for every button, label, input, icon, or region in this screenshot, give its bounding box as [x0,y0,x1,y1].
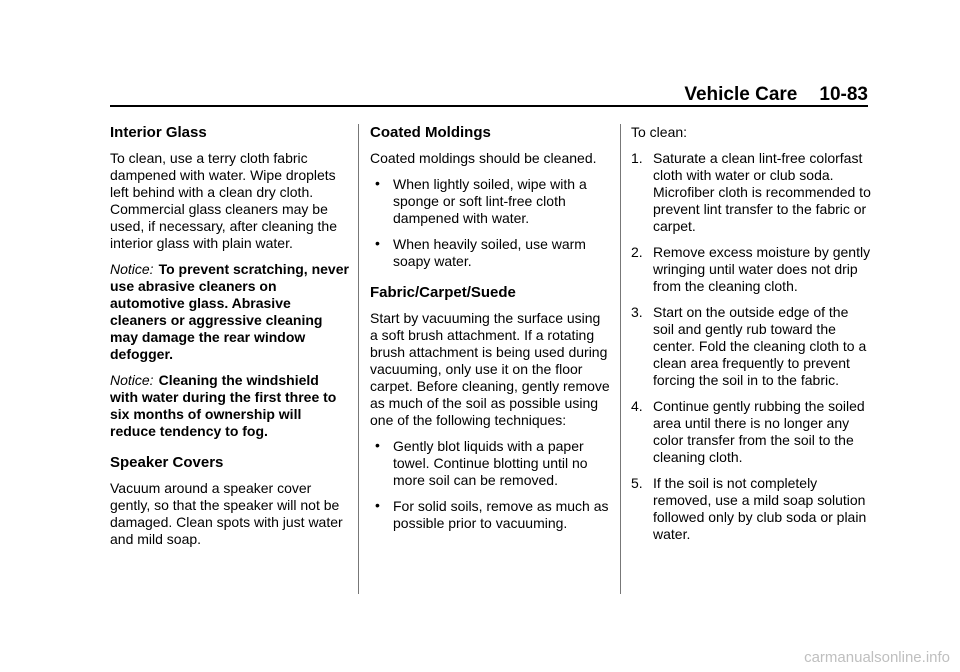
notice-windshield [110,372,350,440]
list-item [370,236,610,270]
bullet-icon: • [375,497,380,513]
list-item-text: When heavily soiled, use warm soapy water. [393,236,586,269]
column-divider-1 [358,124,359,594]
paragraph-coated-moldings: Coated moldings should be cleaned. [370,150,597,166]
heading-interior-glass: Interior Glass [110,124,207,141]
column-2 [370,124,610,541]
paragraph-fabric: Start by vacuuming the surface using a soft brush attachment. If a rotating brush attachment is being used during vacuuming, only use it on the floor carpet. Before cleaning, gently remove as much of the soil as possible using one of the following techniques: [370,310,610,428]
paragraph-interior-glass: To clean, use a terry cloth fabric dampened with water. Wipe droplets left behind with a clean dry cloth. Commercial glass cleaners may be used, if necessary, after cleaning the interior glass with plain water. [110,150,337,251]
notice-text: To prevent scratching, never use abrasive cleaners on automotive glass. Abrasive cleaners or aggressive cleaning may damage the rear window defogger. [110,261,349,362]
notice-label: Notice: [110,261,154,277]
list-item-text: For solid soils, remove as much as possible prior to vacuuming. [393,498,609,531]
column-divider-2 [620,124,621,594]
list-item [370,498,610,532]
list-item-text: Gently blot liquids with a paper towel. Continue blotting until no more soil can be removed. [393,438,588,488]
list-item [370,438,610,489]
section-title: Vehicle Care [684,84,798,105]
list-item [631,398,871,466]
bullet-list-moldings [370,176,610,270]
notice-scratching [110,261,350,363]
step-text: If the soil is not completely removed, use a mild soap solution followed only by club soda or plain water. [653,475,867,542]
step-text: Remove excess moisture by gently wringing until water does not drip from the cleaning cloth. [653,244,871,294]
step-text: Start on the outside edge of the soil and gently rub toward the center. Fold the cleaning cloth to a clean area frequently to prevent forcing the soil in to the fabric. [653,304,867,388]
heading-coated-moldings: Coated Moldings [370,124,491,141]
step-number: 3. [631,304,643,320]
column-1 [110,124,350,557]
heading-fabric-carpet-suede: Fabric/Carpet/Suede [370,284,516,301]
list-item [631,475,871,543]
step-text: Saturate a clean lint-free colorfast cloth with water or club soda. Microfiber cloth is recommended to prevent lint transfer to the fabric or carpet. [653,150,871,234]
list-item [631,244,871,295]
step-number: 2. [631,244,643,260]
step-number: 4. [631,398,643,414]
notice-label: Notice: [110,372,154,388]
column-3 [631,124,871,552]
list-item-text: When lightly soiled, wipe with a sponge or soft lint-free cloth dampened with water. [393,176,587,226]
list-item [631,150,871,235]
header-rule [110,105,868,107]
cleaning-steps-list [631,150,871,543]
bullet-icon: • [375,175,380,191]
list-item [370,176,610,227]
step-text: Continue gently rubbing the soiled area until there is no longer any color transfer from the soil to the cleaning cloth. [653,398,865,465]
steps-intro: To clean: [631,124,688,140]
heading-speaker-covers: Speaker Covers [110,454,224,471]
page-header [110,84,868,106]
notice-text: Cleaning the windshield with water during the first three to six months of ownership will reduce tendency to fog. [110,372,337,439]
step-number: 1. [631,150,643,166]
bullet-icon: • [375,437,380,453]
paragraph-speaker-covers: Vacuum around a speaker cover gently, so that the speaker will not be damaged. Clean spots with just water and mild soap. [110,480,343,547]
step-number: 5. [631,475,643,491]
watermark-text: carmanualsonline.info [804,649,950,666]
bullet-list-fabric [370,438,610,532]
page-number: 10-83 [819,84,868,105]
list-item [631,304,871,389]
bullet-icon: • [375,235,380,251]
